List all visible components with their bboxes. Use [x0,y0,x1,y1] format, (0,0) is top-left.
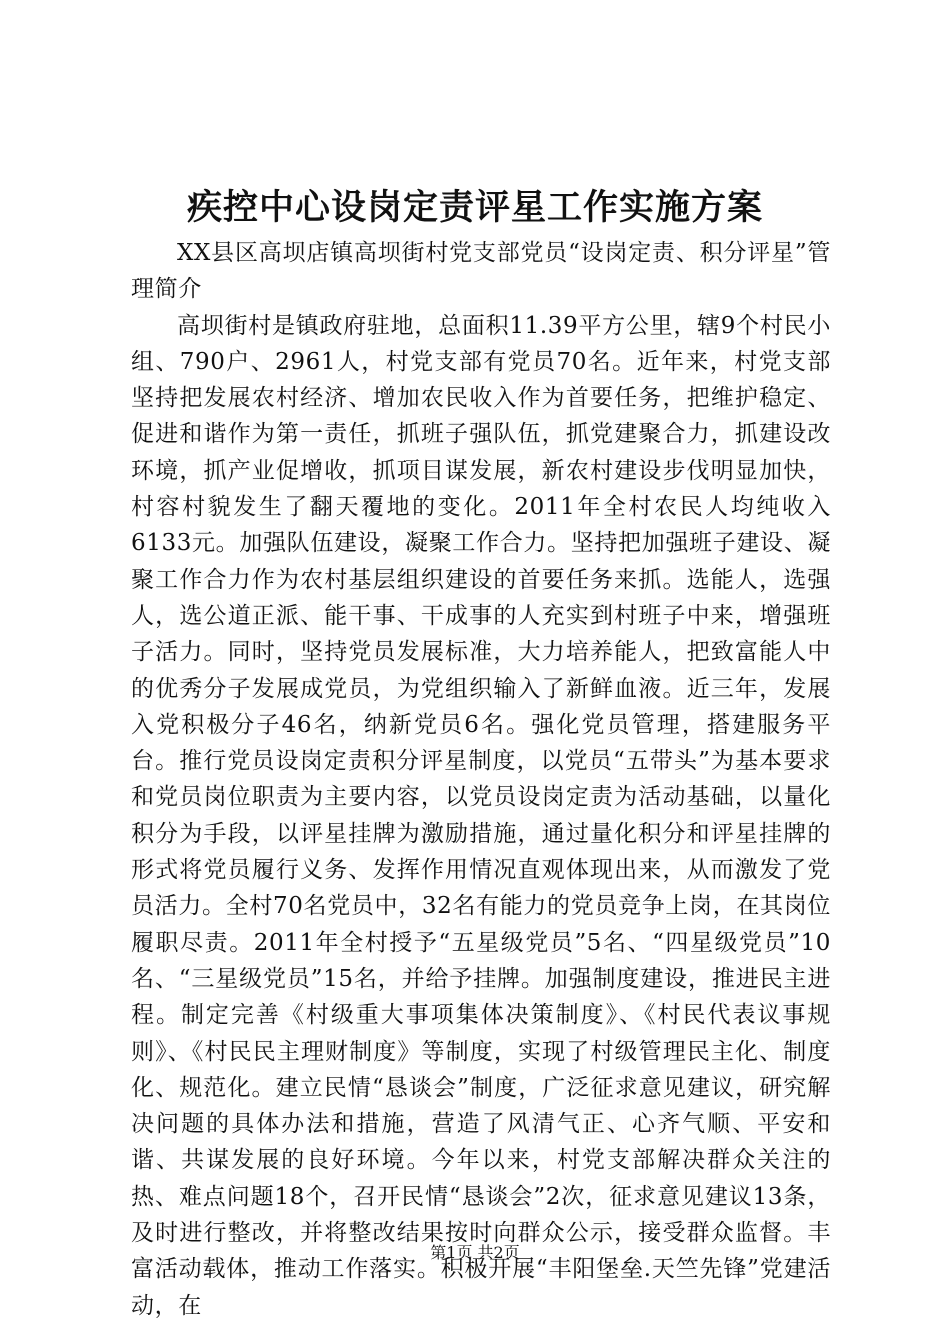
page-footer: 第1页 共2页 [430,1243,520,1262]
document-body [131,235,831,1324]
intro-paragraph: XX县区高坝店镇高坝街村党支部党员“设岗定责、积分评星”管理简介 [131,240,831,303]
document-title: 疾控中心设岗定责评星工作实施方案 [186,187,763,228]
main-paragraph: 高坝街村是镇政府驻地，总面积11.39平方公里，辖9个村民小组、790户、2961人，村党支部有党员70名。近年来，村党支部坚持把发展农村经济、增加农民收入作为首要任务，把维护稳定、促进和谐作为第一责任，抓班子强队伍，抓党建聚合力，抓建设改环境，抓产业促增收，抓项目谋发展，新农村建设步伐明显加快，村容村貌发生了翻天覆地的变化。2011年全村农民人均纯收入6133元。加强队伍建设，凝聚工作合力。坚持把加强班子建设、凝聚工作合力作为农村基层组织建设的首要任务来抓。选能人，选强人，选公道正派、能干事、干成事的人充实到村班子中来，增强班子活力。同时，坚持党员发展标准，大力培养能人，把致富能人中的优秀分子发展成党员，为党组织输入了新鲜血液。近三年，发展入党积极分子46名，纳新党员6名。强化党员管理，搭建服务平台。推行党员设岗定责积分评星制度，以党员“五带头”为基本要求和党员岗位职责为主要内容，以党员设岗定责为活动基础，以量化积分为手段，以评星挂牌为激励措施，通过量化积分和评星挂牌的形式将党员履行义务、发挥作用情况直观体现出来，从而激发了党员活力。全村70名党员中，32名有能力的党员竞争上岗，在其岗位履职尽责。2011年全村授予“五星级党员”5名、“四星级党员”10名、“三星级党员”15名，并给予挂牌。加强制度建设，推进民主进程。制定完善《村级重大事项集体决策制度》、《村民代表议事规则》、《村民民主理财制度》等制度，实现了村级管理民主化、制度化、规范化。建立民情“恳谈会”制度，广泛征求意见建议，研究解决问题的具体办法和措施，营造了风清气正、心齐气顺、平安和谐、共谋发展的良好环境。今年以来，村党支部解决群众关注的热、难点问题18个，召开民情“恳谈会”2次，征求意见建议13条，及时进行整改，并将整改结果按时向群众公示，接受群众监督。丰富活动载体，推动工作落实。积极开展“丰阳堡垒.天竺先锋”党建活动，在 [131,312,831,1319]
